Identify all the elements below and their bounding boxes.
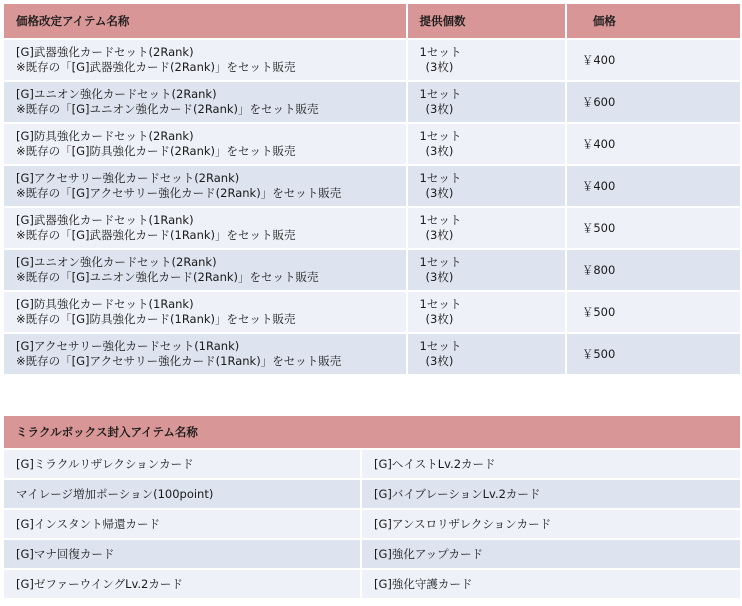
- header-box-items: ミラクルボックス封入アイテム名称: [4, 416, 740, 448]
- item-name: [G]アクセサリー強化カードセット(2Rank): [16, 171, 240, 185]
- item-name: [G]防具強化カードセット(2Rank): [16, 129, 194, 143]
- item-name-cell: [4, 334, 406, 374]
- price-cell: ￥500: [567, 292, 740, 332]
- box-item: [G]マナ回復カード: [4, 540, 360, 568]
- table-row: [4, 82, 740, 122]
- item-name-cell: [4, 166, 406, 206]
- quantity-count: (3枚): [425, 144, 454, 158]
- price-cell: ￥800: [567, 250, 740, 290]
- quantity-count: (3枚): [425, 270, 454, 284]
- price-cell: ￥500: [567, 208, 740, 248]
- price-revision-table: [2, 2, 742, 376]
- box-item: [G]ヘイストLv.2カード: [362, 450, 740, 478]
- item-name: [G]アクセサリー強化カードセット(1Rank): [16, 339, 240, 353]
- price-cell: ￥400: [567, 166, 740, 206]
- quantity-cell: [408, 292, 565, 332]
- box-item: [G]強化守護カード: [362, 570, 740, 598]
- box-item: [G]アンスロリザレクションカード: [362, 510, 740, 538]
- quantity-set: 1セット: [419, 297, 462, 311]
- box-item: [G]強化アップカード: [362, 540, 740, 568]
- table-row: [4, 40, 740, 80]
- quantity-count: (3枚): [425, 228, 454, 242]
- table-row: [4, 124, 740, 164]
- header-item-name: 価格改定アイテム名称: [4, 4, 406, 38]
- item-note: ※既存の「[G]武器強化カード(1Rank)」をセット販売: [16, 228, 296, 242]
- item-name: [G]武器強化カードセット(2Rank): [16, 45, 194, 59]
- item-name: [G]防具強化カードセット(1Rank): [16, 297, 194, 311]
- quantity-set: 1セット: [419, 171, 462, 185]
- item-note: ※既存の「[G]防具強化カード(2Rank)」をセット販売: [16, 144, 296, 158]
- table-row: [4, 510, 740, 538]
- item-note: ※既存の「[G]ユニオン強化カード(2Rank)」をセット販売: [16, 270, 319, 284]
- price-cell: ￥600: [567, 82, 740, 122]
- box-item: [G]インスタント帰還カード: [4, 510, 360, 538]
- quantity-set: 1セット: [419, 213, 462, 227]
- quantity-cell: [408, 250, 565, 290]
- item-name-cell: [4, 250, 406, 290]
- table-row: [4, 334, 740, 374]
- item-name-cell: [4, 124, 406, 164]
- box-item: [G]バイブレーションLv.2カード: [362, 480, 740, 508]
- quantity-cell: [408, 208, 565, 248]
- box-item: [G]ミラクルリザレクションカード: [4, 450, 360, 478]
- quantity-count: (3枚): [425, 102, 454, 116]
- quantity-set: 1セット: [419, 339, 462, 353]
- item-name-cell: [4, 208, 406, 248]
- quantity-cell: [408, 82, 565, 122]
- item-name: [G]武器強化カードセット(1Rank): [16, 213, 194, 227]
- table-row: [4, 292, 740, 332]
- miracle-box-table: [2, 414, 742, 600]
- table-row: [4, 450, 740, 478]
- item-name-cell: [4, 292, 406, 332]
- quantity-cell: [408, 124, 565, 164]
- item-name-cell: [4, 82, 406, 122]
- price-cell: ￥500: [567, 334, 740, 374]
- quantity-cell: [408, 334, 565, 374]
- price-table-header-row: [4, 4, 740, 38]
- item-note: ※既存の「[G]ユニオン強化カード(2Rank)」をセット販売: [16, 102, 319, 116]
- item-note: ※既存の「[G]武器強化カード(2Rank)」をセット販売: [16, 60, 296, 74]
- quantity-cell: [408, 40, 565, 80]
- price-cell: ￥400: [567, 124, 740, 164]
- table-row: [4, 166, 740, 206]
- price-cell: ￥400: [567, 40, 740, 80]
- quantity-set: 1セット: [419, 45, 462, 59]
- quantity-set: 1セット: [419, 87, 462, 101]
- quantity-set: 1セット: [419, 255, 462, 269]
- quantity-set: 1セット: [419, 129, 462, 143]
- item-note: ※既存の「[G]防具強化カード(1Rank)」をセット販売: [16, 312, 296, 326]
- table-row: [4, 250, 740, 290]
- box-table-header-row: [4, 416, 740, 448]
- quantity-count: (3枚): [425, 60, 454, 74]
- box-item: マイレージ増加ポーション(100point): [4, 480, 360, 508]
- header-price: 価格: [567, 4, 740, 38]
- box-item: [G]ゼファーウイングLv.2カード: [4, 570, 360, 598]
- quantity-count: (3枚): [425, 312, 454, 326]
- item-note: ※既存の「[G]アクセサリー強化カード(2Rank)」をセット販売: [16, 186, 342, 200]
- quantity-cell: [408, 166, 565, 206]
- item-note: ※既存の「[G]アクセサリー強化カード(1Rank)」をセット販売: [16, 354, 342, 368]
- table-row: [4, 208, 740, 248]
- item-name-cell: [4, 40, 406, 80]
- table-row: [4, 480, 740, 508]
- table-row: [4, 570, 740, 598]
- item-name: [G]ユニオン強化カードセット(2Rank): [16, 87, 217, 101]
- table-row: [4, 540, 740, 568]
- header-quantity: 提供個数: [408, 4, 565, 38]
- quantity-count: (3枚): [425, 354, 454, 368]
- item-name: [G]ユニオン強化カードセット(2Rank): [16, 255, 217, 269]
- quantity-count: (3枚): [425, 186, 454, 200]
